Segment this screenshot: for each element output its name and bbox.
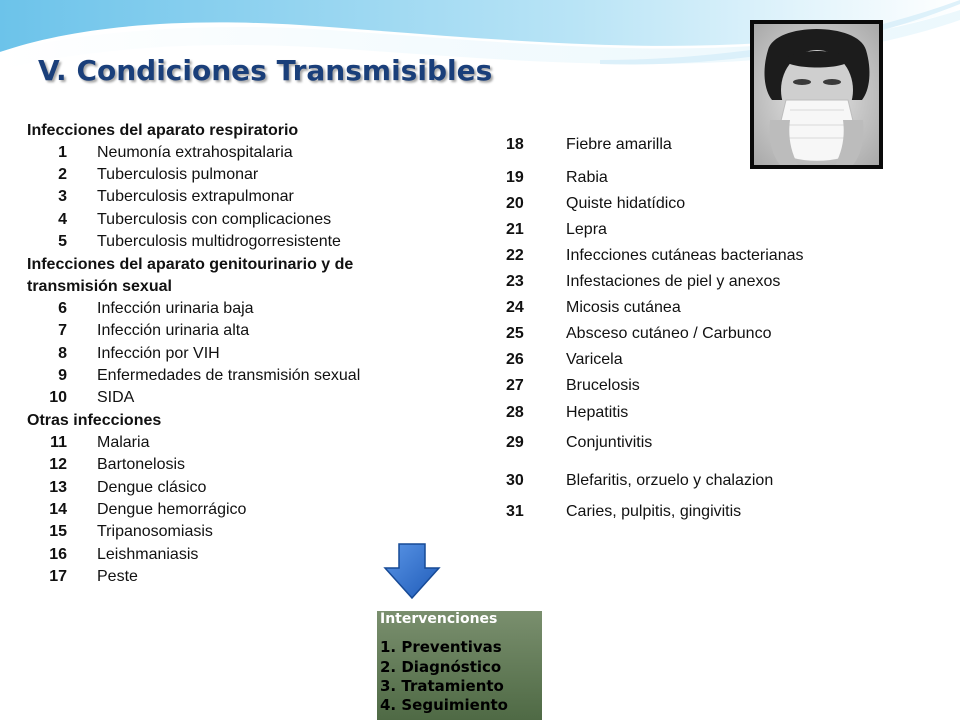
item-number: 22 <box>506 247 524 264</box>
item-number: 30 <box>506 472 524 489</box>
item-number: 25 <box>506 325 524 342</box>
item-label: Infección urinaria baja <box>97 300 254 317</box>
item-number: 7 <box>58 322 67 339</box>
intervention-item: 4. Seguimiento <box>380 696 508 714</box>
item-number: 15 <box>49 523 67 540</box>
item-number: 26 <box>506 351 524 368</box>
item-number: 3 <box>58 188 67 205</box>
item-label: Tuberculosis pulmonar <box>97 166 259 183</box>
item-label: Leishmaniasis <box>97 546 199 563</box>
item-number: 17 <box>49 568 67 585</box>
intervention-item: 2. Diagnóstico <box>380 658 502 676</box>
item-label: Caries, pulpitis, gingivitis <box>566 503 742 520</box>
item-number: 2 <box>58 166 67 183</box>
intervention-item: 3. Tratamiento <box>380 677 504 695</box>
item-label: Hepatitis <box>566 404 629 421</box>
item-number: 27 <box>506 377 524 394</box>
item-number: 31 <box>506 503 524 520</box>
slide-title: V. Condiciones Transmisibles <box>38 54 493 87</box>
item-label: Bartonelosis <box>97 456 186 473</box>
item-label: Enfermedades de transmisión sexual <box>97 367 361 384</box>
item-number: 12 <box>49 456 67 473</box>
item-label: Tuberculosis multidrogorresistente <box>97 233 341 250</box>
category-otras: Otras infecciones <box>27 412 162 429</box>
item-number: 1 <box>58 144 67 161</box>
item-label: Fiebre amarilla <box>566 136 672 153</box>
item-number: 16 <box>49 546 67 563</box>
interventions-heading: Intervenciones <box>380 611 498 627</box>
item-label: SIDA <box>97 389 135 406</box>
item-label: Infección urinaria alta <box>97 322 250 339</box>
item-label: Blefaritis, orzuelo y chalazion <box>566 472 774 489</box>
item-label: Brucelosis <box>566 377 640 394</box>
item-label: Peste <box>97 568 138 585</box>
item-label: Absceso cutáneo / Carbunco <box>566 325 772 342</box>
item-number: 11 <box>50 434 67 451</box>
interventions-box <box>377 611 542 720</box>
item-number: 6 <box>58 300 67 317</box>
item-number: 14 <box>49 501 67 518</box>
item-label: Micosis cutánea <box>566 299 681 316</box>
item-label: Tripanosomiasis <box>97 523 213 540</box>
item-number: 24 <box>506 299 524 316</box>
item-number: 23 <box>506 273 524 290</box>
item-number: 28 <box>506 404 524 421</box>
item-number: 10 <box>49 389 67 406</box>
item-number: 21 <box>506 221 524 238</box>
item-number: 13 <box>49 479 67 496</box>
item-label: Infección por VIH <box>97 345 220 362</box>
item-number: 19 <box>506 169 524 186</box>
item-label: Infestaciones de piel y anexos <box>566 273 781 290</box>
item-number: 8 <box>58 345 67 362</box>
item-number: 18 <box>506 136 524 153</box>
item-number: 29 <box>506 434 524 451</box>
arrow-down-icon <box>383 542 441 600</box>
category-respiratorio: Infecciones del aparato respiratorio <box>27 122 299 139</box>
item-number: 4 <box>58 211 67 228</box>
item-label: Quiste hidatídico <box>566 195 686 212</box>
item-label: Infecciones cutáneas bacterianas <box>566 247 804 264</box>
item-label: Rabia <box>566 169 608 186</box>
category-genitourinario-line1: Infecciones del aparato genitourinario y de <box>27 256 354 273</box>
item-label: Tuberculosis con complicaciones <box>97 211 332 228</box>
item-number: 9 <box>58 367 67 384</box>
category-genitourinario-line2: transmisión sexual <box>27 278 172 295</box>
intervention-item: 1. Preventivas <box>380 638 502 656</box>
item-label: Varicela <box>566 351 623 368</box>
item-label: Lepra <box>566 221 607 238</box>
item-label: Dengue clásico <box>97 479 207 496</box>
sneezing-person-photo-icon <box>750 20 883 169</box>
item-label: Dengue hemorrágico <box>97 501 247 518</box>
item-number: 5 <box>58 233 67 250</box>
item-label: Conjuntivitis <box>566 434 653 451</box>
item-label: Tuberculosis extrapulmonar <box>97 188 294 205</box>
item-label: Malaria <box>97 434 150 451</box>
item-number: 20 <box>506 195 524 212</box>
item-label: Neumonía extrahospitalaria <box>97 144 293 161</box>
